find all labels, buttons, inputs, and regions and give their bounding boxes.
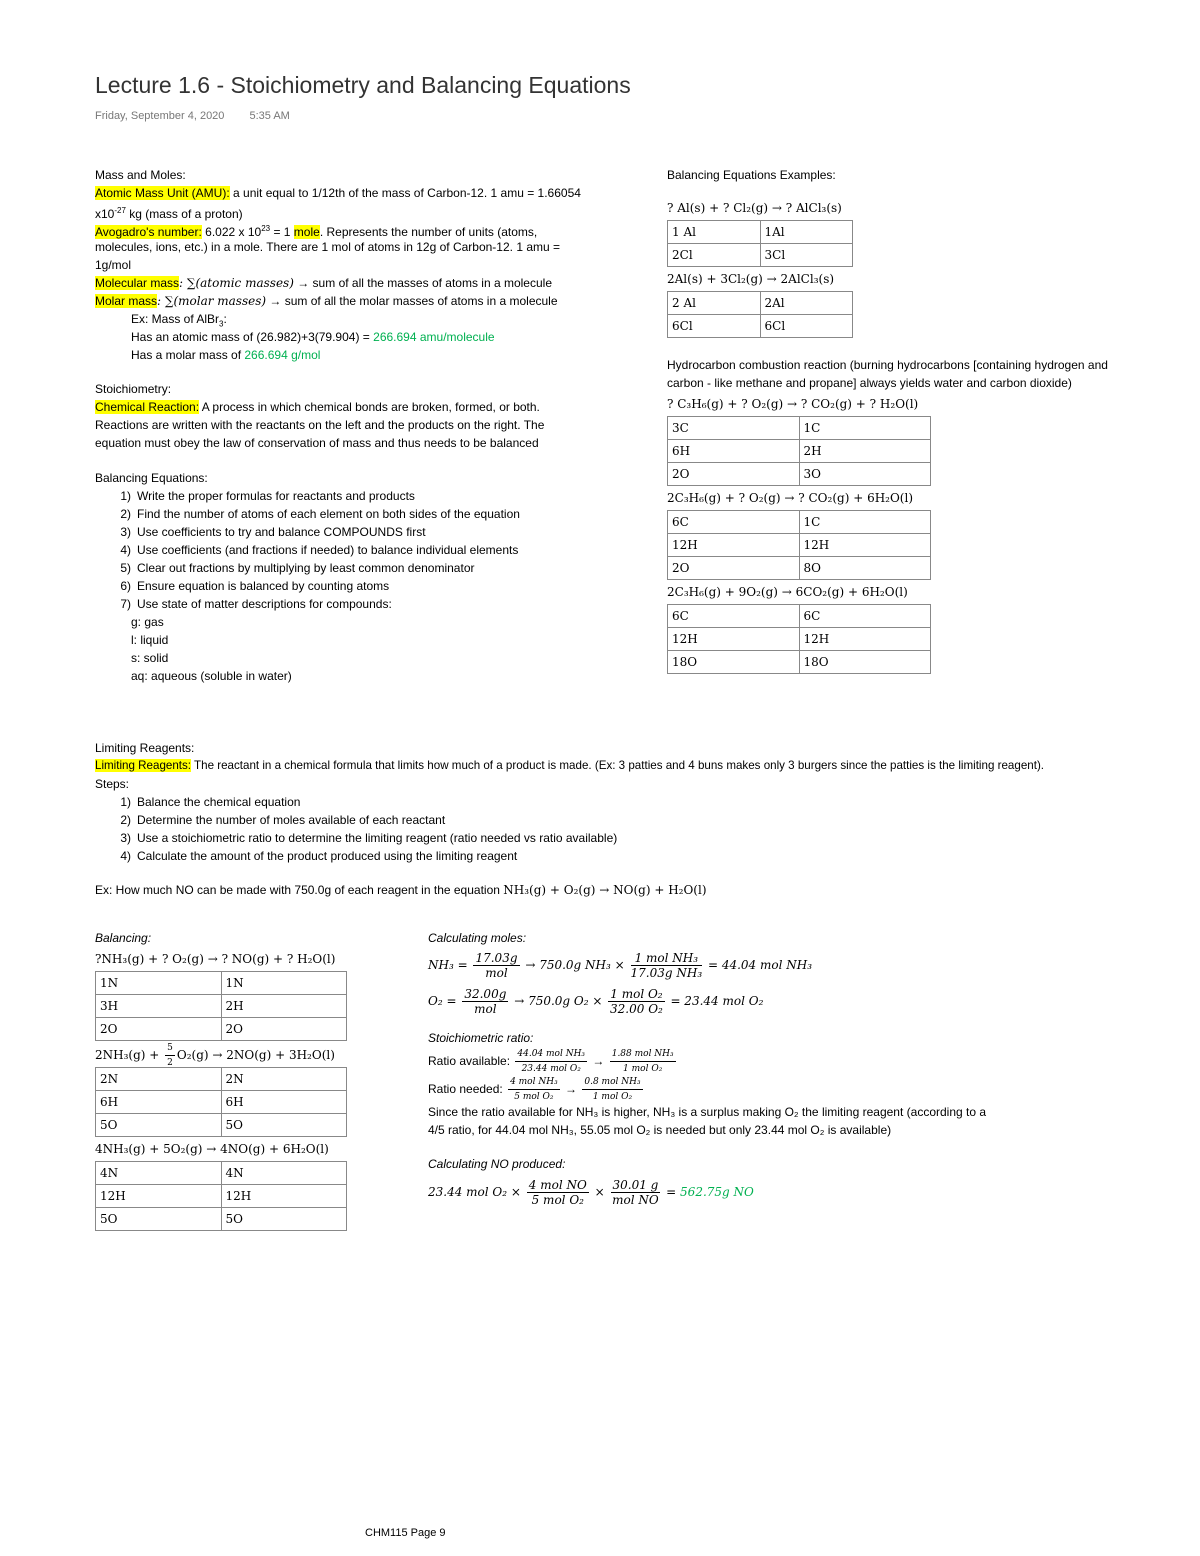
- lr-table-2: [95, 1067, 347, 1137]
- list-item: [95, 559, 655, 577]
- table-row: [96, 1114, 347, 1137]
- atom-count-table-2: [667, 291, 853, 338]
- lr-eq2-left: 2NH₃(g) +: [95, 1048, 164, 1062]
- table-cell: 18O: [668, 651, 800, 674]
- nh3-result: = 44.04 mol NH₃: [704, 958, 813, 972]
- step-text: Determine the number of moles available of each reactant: [137, 813, 446, 827]
- table-cell: 3Cl: [760, 244, 853, 267]
- table-cell: 6H: [221, 1091, 347, 1114]
- step-number: 2): [120, 813, 131, 827]
- chemical-reaction-term: Chemical Reaction:: [95, 400, 200, 414]
- o2-mid: → 750.0g O₂ ×: [510, 994, 607, 1008]
- step-number: 5): [120, 561, 131, 575]
- step-number: 7): [120, 597, 131, 611]
- atom-count-table-3: [667, 416, 931, 486]
- atomic-mass-text: Has an atomic mass of (26.982)+3(79.904) =: [131, 330, 374, 344]
- step-text: Find the number of atoms of each element on both sides of the equation: [137, 507, 520, 521]
- fraction: [473, 951, 519, 980]
- table-row: [668, 605, 931, 628]
- amu-line-2: [95, 202, 655, 220]
- step-text: Use coefficients (and fractions if needed) to balance individual elements: [137, 543, 519, 557]
- table-cell: 2O: [221, 1018, 347, 1041]
- table-cell: 1C: [799, 417, 931, 440]
- no-equals: =: [662, 1185, 681, 1199]
- table-cell: 5O: [96, 1114, 222, 1137]
- ratio-needed: Ratio needed: $\frac{\text{4 mol NH₃}}{\text{5 mol O₂}}$ → $\frac{\text{0.8 mol NH₃}}{\text{1 mol O₂}}$: [428, 1077, 641, 1103]
- page-title: Lecture 1.6 - Stoichiometry and Balancing Equations: [95, 72, 631, 98]
- step-number: 1): [120, 795, 131, 809]
- table-row: [668, 651, 931, 674]
- example-line: [95, 310, 655, 328]
- table-row: [668, 511, 931, 534]
- fraction-denominator: 1 mol O₂: [623, 1064, 663, 1075]
- fraction-numerator: 1 mol O₂: [610, 987, 663, 1001]
- step-number: 1): [120, 489, 131, 503]
- limiting-term: Limiting Reagents:: [95, 759, 192, 772]
- molar-def: → sum of all the molar masses of atoms in a molecule: [266, 294, 558, 308]
- step-text: Use coefficients to try and balance COMPOUNDS first: [137, 525, 426, 539]
- avogadro-line-2: molecules, ions, etc.) in a mole. There are 1 mol of atoms in 12g of Carbon-12. 1 amu =: [95, 240, 561, 254]
- table-row: [96, 1162, 347, 1185]
- list-item: [95, 487, 655, 505]
- o2-result: = 23.44 mol O₂: [666, 994, 764, 1008]
- molar-sum: : ∑(molar masses): [157, 294, 267, 308]
- molar-mass-result-line: [95, 346, 655, 364]
- amu-exponent: -27: [114, 206, 126, 215]
- lr-balancing-section: [95, 929, 355, 1231]
- since-line-1: Since the ratio available for NH₃ is higher, NH₃ is a surplus making O₂ the limiting reagent (according to a: [428, 1105, 987, 1119]
- step-text: Use state of matter descriptions for compounds:: [137, 597, 392, 611]
- balancing-section: [95, 469, 655, 685]
- amu-line: [95, 184, 655, 202]
- table-cell: 6Cl: [668, 315, 761, 338]
- state-item: l: liquid: [131, 633, 169, 647]
- table-cell: 2Cl: [668, 244, 761, 267]
- date-text: Friday, September 4, 2020: [95, 110, 225, 122]
- limiting-steps: [95, 793, 1195, 865]
- table-cell: 12H: [221, 1185, 347, 1208]
- no-calc: 23.44 mol O₂ × $\frac{\text{4 mol NO}}{\text{5 mol O₂}}$ × $\frac{30.01 g}{\text{mol NO}}$ = 562.75g NO: [428, 1178, 754, 1207]
- amu-def: a unit equal to 1/12th of the mass of Carbon-12. 1 amu = 1.66054: [229, 186, 581, 200]
- table-cell: 5O: [221, 1114, 347, 1137]
- step-number: 3): [120, 831, 131, 845]
- amu-term: Atomic Mass Unit (AMU):: [95, 186, 230, 200]
- table-cell: 12H: [668, 534, 800, 557]
- table-cell: 2Al: [760, 292, 853, 315]
- state-item: g: gas: [131, 615, 164, 629]
- stoichiometry-heading: Stoichiometry:: [95, 382, 172, 396]
- table-cell: 6H: [96, 1091, 222, 1114]
- table-cell: 3H: [96, 995, 222, 1018]
- fraction-numerator: 1.88 mol NH₃: [610, 1047, 676, 1062]
- page-date: [95, 110, 312, 122]
- table-row: [668, 244, 853, 267]
- limiting-section: [95, 739, 1195, 899]
- lr-equation-1: ?NH₃(g) + ? O₂(g) → ? NO(g) + ? H₂O(l): [95, 952, 336, 966]
- table-cell: 2 Al: [668, 292, 761, 315]
- list-item: [95, 847, 1195, 865]
- limiting-def-line: [95, 757, 1195, 775]
- atomic-mass-line: [95, 328, 655, 346]
- fraction: [608, 987, 664, 1016]
- table-cell: 6C: [668, 605, 800, 628]
- table-row: [96, 1185, 347, 1208]
- lr-table-1: [95, 971, 347, 1041]
- table-cell: 3C: [668, 417, 800, 440]
- step-number: 4): [120, 543, 131, 557]
- table-row: [668, 221, 853, 244]
- fraction-numerator: 5: [165, 1041, 175, 1056]
- no-lhs: 23.44 mol O₂ ×: [428, 1185, 525, 1199]
- table-cell: 1N: [96, 972, 222, 995]
- table-row: [668, 463, 931, 486]
- table-cell: 8O: [799, 557, 931, 580]
- fraction-denominator: 1 mol O₂: [592, 1092, 633, 1103]
- fraction-denominator: mol: [474, 1002, 497, 1016]
- fraction: [165, 1041, 175, 1070]
- table-row: [96, 1018, 347, 1041]
- mass-moles-section: [95, 166, 655, 364]
- table-cell: 1 Al: [668, 221, 761, 244]
- fraction-denominator: mol: [485, 966, 508, 980]
- amu-kg: kg (mass of a proton): [125, 207, 243, 221]
- table-cell: 12H: [799, 534, 931, 557]
- example-equation-1: ? Al(s) + ? Cl₂(g) → ? AlCl₃(s): [667, 201, 842, 215]
- table-cell: 1Al: [760, 221, 853, 244]
- fraction-denominator: 5 mol O₂: [514, 1092, 554, 1103]
- molar-mass-value: 266.694 g/mol: [244, 348, 321, 362]
- fraction: [508, 1075, 560, 1104]
- examples-section: [667, 166, 1177, 674]
- step-number: 6): [120, 579, 131, 593]
- table-cell: 4N: [96, 1162, 222, 1185]
- step-text: Balance the chemical equation: [137, 795, 301, 809]
- table-row: [96, 1091, 347, 1114]
- example-equation-5: 2C₃H₆(g) + 9O₂(g) → 6CO₂(g) + 6H₂O(l): [667, 585, 908, 599]
- limiting-example-line: [95, 881, 1195, 899]
- molar-mass-term: Molar mass: [95, 294, 158, 308]
- table-cell: 12H: [668, 628, 800, 651]
- example-sub: 3: [219, 319, 224, 329]
- atom-count-table-5: [667, 604, 931, 674]
- nh3-mid: → 750.0g NH₃ ×: [521, 958, 629, 972]
- hydrocarbon-line-2: carbon - like methane and propane] always yields water and carbon dioxide): [667, 376, 1072, 390]
- nh3-calc: [428, 947, 1188, 983]
- calc-section: [428, 929, 1188, 1211]
- no-label: Calculating NO produced:: [428, 1157, 566, 1171]
- o2-calc: [428, 983, 1188, 1019]
- fraction-denominator: 5 mol O₂: [531, 1193, 584, 1207]
- fraction-denominator: 23.44 mol O₂: [521, 1064, 581, 1075]
- example-equation-3: ? C₃H₆(g) + ? O₂(g) → ? CO₂(g) + ? H₂O(l): [667, 397, 919, 411]
- ratio-available-label: Ratio available:: [428, 1054, 514, 1068]
- table-cell: 6H: [668, 440, 800, 463]
- atom-count-table-4: [667, 510, 931, 580]
- table-row: [96, 972, 347, 995]
- fraction-numerator: 4 mol NO: [528, 1178, 587, 1192]
- lr-balancing-label: Balancing:: [95, 931, 152, 945]
- stoichiometry-section: [95, 380, 655, 452]
- fraction: [582, 1075, 642, 1104]
- avogadro-exponent: 23: [261, 224, 271, 233]
- table-cell: 2O: [668, 557, 800, 580]
- atomic-mass-value: 266.694 amu/molecule: [373, 330, 495, 344]
- step-number: 3): [120, 525, 131, 539]
- lr-equation-2: [95, 1041, 355, 1067]
- fraction-denominator: mol NO: [612, 1193, 659, 1207]
- table-cell: 18O: [799, 651, 931, 674]
- list-item: [95, 829, 1195, 847]
- lr-eq2-right: O₂(g) → 2NO(g) + 3H₂O(l): [176, 1048, 335, 1062]
- fraction: [515, 1047, 587, 1076]
- fraction-denominator: 17.03g NH₃: [630, 966, 703, 980]
- hydrocarbon-line-1: Hydrocarbon combustion reaction (burning hydrocarbons [containing hydrogen and: [667, 358, 1108, 372]
- table-row: [96, 1208, 347, 1231]
- table-cell: 2O: [668, 463, 800, 486]
- step-number: 2): [120, 507, 131, 521]
- table-row: [668, 557, 931, 580]
- table-cell: 5O: [221, 1208, 347, 1231]
- table-cell: 5O: [96, 1208, 222, 1231]
- mass-moles-heading: Mass and Moles:: [95, 168, 186, 182]
- table-cell: 2N: [221, 1068, 347, 1091]
- table-row: [668, 315, 853, 338]
- fraction-numerator: 44.04 mol NH₃: [515, 1047, 587, 1062]
- example-colon: :: [223, 312, 227, 326]
- step-number: 4): [120, 849, 131, 863]
- since-line-2: 4/5 ratio, for 44.04 mol NH₃, 55.05 mol O₂ is needed but only 23.44 mol O₂ is available): [428, 1123, 892, 1137]
- table-cell: 1C: [799, 511, 931, 534]
- limiting-heading: Limiting Reagents:: [95, 741, 195, 755]
- atom-count-table-1: [667, 220, 853, 267]
- ratio-needed-label: Ratio needed:: [428, 1082, 507, 1096]
- list-item: [95, 577, 655, 595]
- table-cell: 12H: [96, 1185, 222, 1208]
- fraction: [631, 951, 703, 980]
- lr-equation-3: 4NH₃(g) + 5O₂(g) → 4NO(g) + 6H₂O(l): [95, 1142, 329, 1156]
- example-equation-2: 2Al(s) + 3Cl₂(g) → 2AlCl₃(s): [667, 272, 835, 286]
- avogadro-line-3: 1g/mol: [95, 258, 132, 272]
- table-cell: 12H: [799, 628, 931, 651]
- step-text: Write the proper formulas for reactants and products: [137, 489, 415, 503]
- example-equation-4: 2C₃H₆(g) + ? O₂(g) → ? CO₂(g) + 6H₂O(l): [667, 491, 914, 505]
- states-list: [95, 613, 655, 685]
- fraction-numerator: 4 mol NH₃: [508, 1075, 560, 1090]
- table-cell: 1N: [221, 972, 347, 995]
- list-item: [95, 793, 1195, 811]
- list-item: [95, 541, 655, 559]
- nh3-lhs: NH₃ =: [428, 958, 472, 972]
- list-item: [95, 523, 655, 541]
- table-cell: 3O: [799, 463, 931, 486]
- fraction: [611, 1178, 661, 1207]
- limiting-def: The reactant in a chemical formula that limits how much of a product is made. (Ex: 3 patties and 4 buns makes only 3 burgers since the patties is the limiting reagent).: [191, 759, 1045, 772]
- molecular-sum: : ∑(atomic masses): [179, 276, 294, 290]
- fraction-numerator: 30.01 g: [612, 1178, 659, 1192]
- step-text: Calculate the amount of the product produced using the limiting reagent: [137, 849, 518, 863]
- lr-table-3: [95, 1161, 347, 1231]
- stoich-line-2: Reactions are written with the reactants on the left and the products on the right. The: [95, 418, 545, 432]
- list-item: [95, 811, 1195, 829]
- molecular-def: → sum of all the masses of atoms in a molecule: [293, 276, 552, 290]
- fraction: [462, 987, 508, 1016]
- avogadro-eq: = 1: [270, 225, 294, 239]
- balancing-heading: Balancing Equations:: [95, 471, 208, 485]
- table-row: [96, 995, 347, 1018]
- list-item: [95, 505, 655, 523]
- avogadro-line: [95, 220, 655, 238]
- table-row: [668, 292, 853, 315]
- fraction: [527, 1178, 589, 1207]
- table-cell: 2H: [799, 440, 931, 463]
- molar-mass-text: Has a molar mass of: [131, 348, 245, 362]
- table-cell: 6C: [668, 511, 800, 534]
- fraction: [610, 1047, 676, 1076]
- no-result: 562.75g NO: [680, 1185, 754, 1199]
- table-row: [668, 628, 931, 651]
- table-row: [668, 440, 931, 463]
- chemical-reaction-def: A process in which chemical bonds are broken, formed, or both.: [199, 400, 540, 414]
- mole-term: mole: [293, 225, 320, 239]
- steps-label: Steps:: [95, 777, 130, 791]
- avogadro-term: Avogadro's number:: [95, 225, 202, 239]
- step-text: Use a stoichiometric ratio to determine the limiting reagent (ratio needed vs ratio available): [137, 831, 618, 845]
- molecular-mass-term: Molecular mass: [95, 276, 180, 290]
- avogadro-value: 6.022 x 10: [201, 225, 262, 239]
- table-cell: 6C: [799, 605, 931, 628]
- table-cell: 2H: [221, 995, 347, 1018]
- molecular-mass-line: [95, 274, 655, 292]
- molar-mass-line: [95, 292, 655, 310]
- fraction-denominator: 2: [167, 1058, 173, 1068]
- fraction-numerator: 1 mol NH₃: [631, 951, 703, 966]
- step-text: Clear out fractions by multiplying by least common denominator: [137, 561, 475, 575]
- avogadro-rest: . Represents the number of units (atoms,: [319, 225, 538, 239]
- moles-label: Calculating moles:: [428, 931, 527, 945]
- table-cell: 2N: [96, 1068, 222, 1091]
- state-item: s: solid: [131, 651, 169, 665]
- page-footer: CHM115 Page 9: [365, 1527, 446, 1539]
- chemical-reaction-line: [95, 398, 655, 416]
- ratio-available: Ratio available: $\frac{\text{44.04 mol NH₃}}{\text{23.44 mol O₂}}$ → $\frac{\text{1.88 mol NH₃}}{\text{1 mol O₂}}$: [428, 1049, 674, 1075]
- table-row: [668, 417, 931, 440]
- fraction-numerator: 32.00g: [464, 987, 507, 1001]
- fraction-denominator: 32.00 O₂: [610, 1002, 663, 1016]
- balancing-steps: [95, 487, 655, 613]
- table-cell: 4N: [221, 1162, 347, 1185]
- table-cell: 2O: [96, 1018, 222, 1041]
- table-row: [668, 534, 931, 557]
- table-cell: 6Cl: [760, 315, 853, 338]
- step-text: Ensure equation is balanced by counting atoms: [137, 579, 390, 593]
- list-item: [95, 595, 655, 613]
- table-row: [96, 1068, 347, 1091]
- example-label: Ex: Mass of AlBr: [131, 312, 220, 326]
- fraction-numerator: 0.8 mol NH₃: [582, 1075, 642, 1090]
- o2-lhs: O₂ =: [428, 994, 461, 1008]
- ratio-label: Stoichiometric ratio:: [428, 1031, 534, 1045]
- amu-x10: x10: [95, 207, 115, 221]
- stoich-line-3: equation must obey the law of conservation of mass and thus needs to be balanced: [95, 436, 539, 450]
- time-text: 5:35 AM: [249, 110, 290, 122]
- state-item: aq: aqueous (soluble in water): [131, 669, 292, 683]
- examples-heading: Balancing Equations Examples:: [667, 168, 836, 182]
- limiting-example-equation: NH₃(g) + O₂(g) → NO(g) + H₂O(l): [503, 883, 707, 897]
- fraction-numerator: 17.03g: [475, 951, 518, 965]
- limiting-example-text: Ex: How much NO can be made with 750.0g of each reagent in the equation: [95, 883, 504, 897]
